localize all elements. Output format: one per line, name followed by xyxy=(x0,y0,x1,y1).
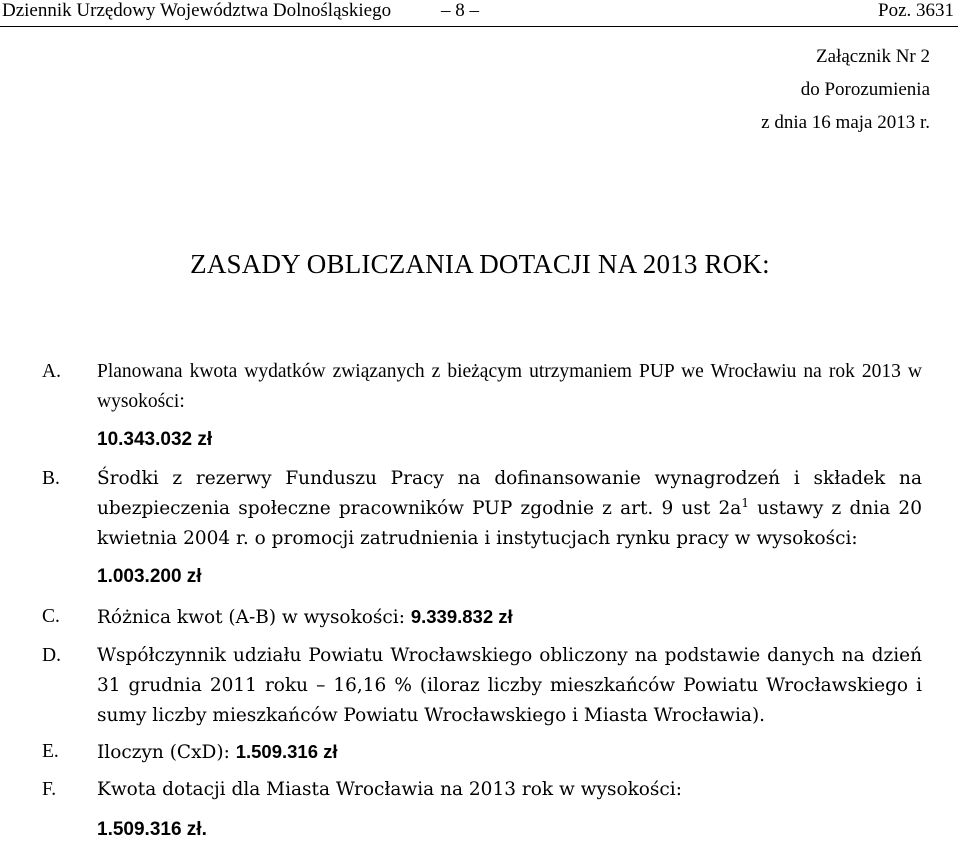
page-header xyxy=(0,0,958,27)
document-title: ZASADY OBLICZANIA DOTACJI NA 2013 ROK: xyxy=(190,249,770,279)
item-b xyxy=(42,464,922,554)
item-c-text xyxy=(97,602,922,633)
item-c-letter: C. xyxy=(42,606,60,627)
item-e-label: Iloczyn (CxD): xyxy=(97,742,236,763)
item-e-text xyxy=(97,737,922,768)
annex-reference: do Porozumienia xyxy=(800,79,930,100)
item-b-text-part2: ustawy z dnia 20 kwietnia 2004 r. o promocji zatrudnienia i instytucjach rynku pracy w wysokości: xyxy=(97,498,922,549)
header-position: Poz. 3631 xyxy=(878,0,954,21)
item-a-amount: 10.343.032 zł xyxy=(97,429,213,450)
item-f-text: Kwota dotacji dla Miasta Wrocławia na 2013 rok w wysokości: xyxy=(97,779,682,800)
item-b-footnote-marker: 1 xyxy=(741,495,749,510)
item-d-letter: D. xyxy=(42,645,61,666)
annex-number: Załącznik Nr 2 xyxy=(816,46,930,67)
item-c-label: Różnica kwot (A-B) w wysokości: xyxy=(97,607,411,628)
item-e-amount: 1.509.316 zł xyxy=(235,741,338,762)
item-b-letter: B. xyxy=(42,468,60,489)
item-f-letter: F. xyxy=(42,779,57,800)
item-b-text xyxy=(97,464,922,554)
item-c-amount: 9.339.832 zł xyxy=(410,606,513,627)
item-a xyxy=(42,357,922,417)
item-a-letter: A. xyxy=(42,361,61,382)
item-d-text: Współczynnik udziału Powiatu Wrocławskiego obliczony na podstawie danych na dzień 31 grudnia 2011 roku – 16,16 % (iloraz liczby mieszkańców Powiatu Wrocławskiego i sumy liczby mieszkańców Powiatu Wrocławskiego i Miasta Wrocławia). xyxy=(97,645,922,726)
item-a-text: Planowana kwota wydatków związanych z bieżącym utrzymaniem PUP we Wrocławiu na rok 2013 w wysokości: xyxy=(97,361,922,412)
item-e-letter: E. xyxy=(42,741,59,762)
annex-date: z dnia 16 maja 2013 r. xyxy=(761,112,930,133)
item-b-amount: 1.003.200 zł xyxy=(97,566,202,587)
header-journal-title: Dziennik Urzędowy Województwa Dolnośląskiego xyxy=(2,0,392,21)
item-b-text-part1: Środki z rezerwy Funduszu Pracy na dofinansowanie wynagrodzeń i składek na ubezpieczenia społeczne pracowników PUP zgodnie z art. 9 ust 2a xyxy=(97,468,922,519)
header-page-number: – 8 – xyxy=(441,0,479,21)
item-e xyxy=(42,737,922,768)
item-c xyxy=(42,602,922,633)
annex-block xyxy=(761,40,930,139)
item-f-amount: 1.509.316 zł. xyxy=(97,819,207,840)
item-d xyxy=(42,641,922,731)
item-f xyxy=(42,775,922,805)
